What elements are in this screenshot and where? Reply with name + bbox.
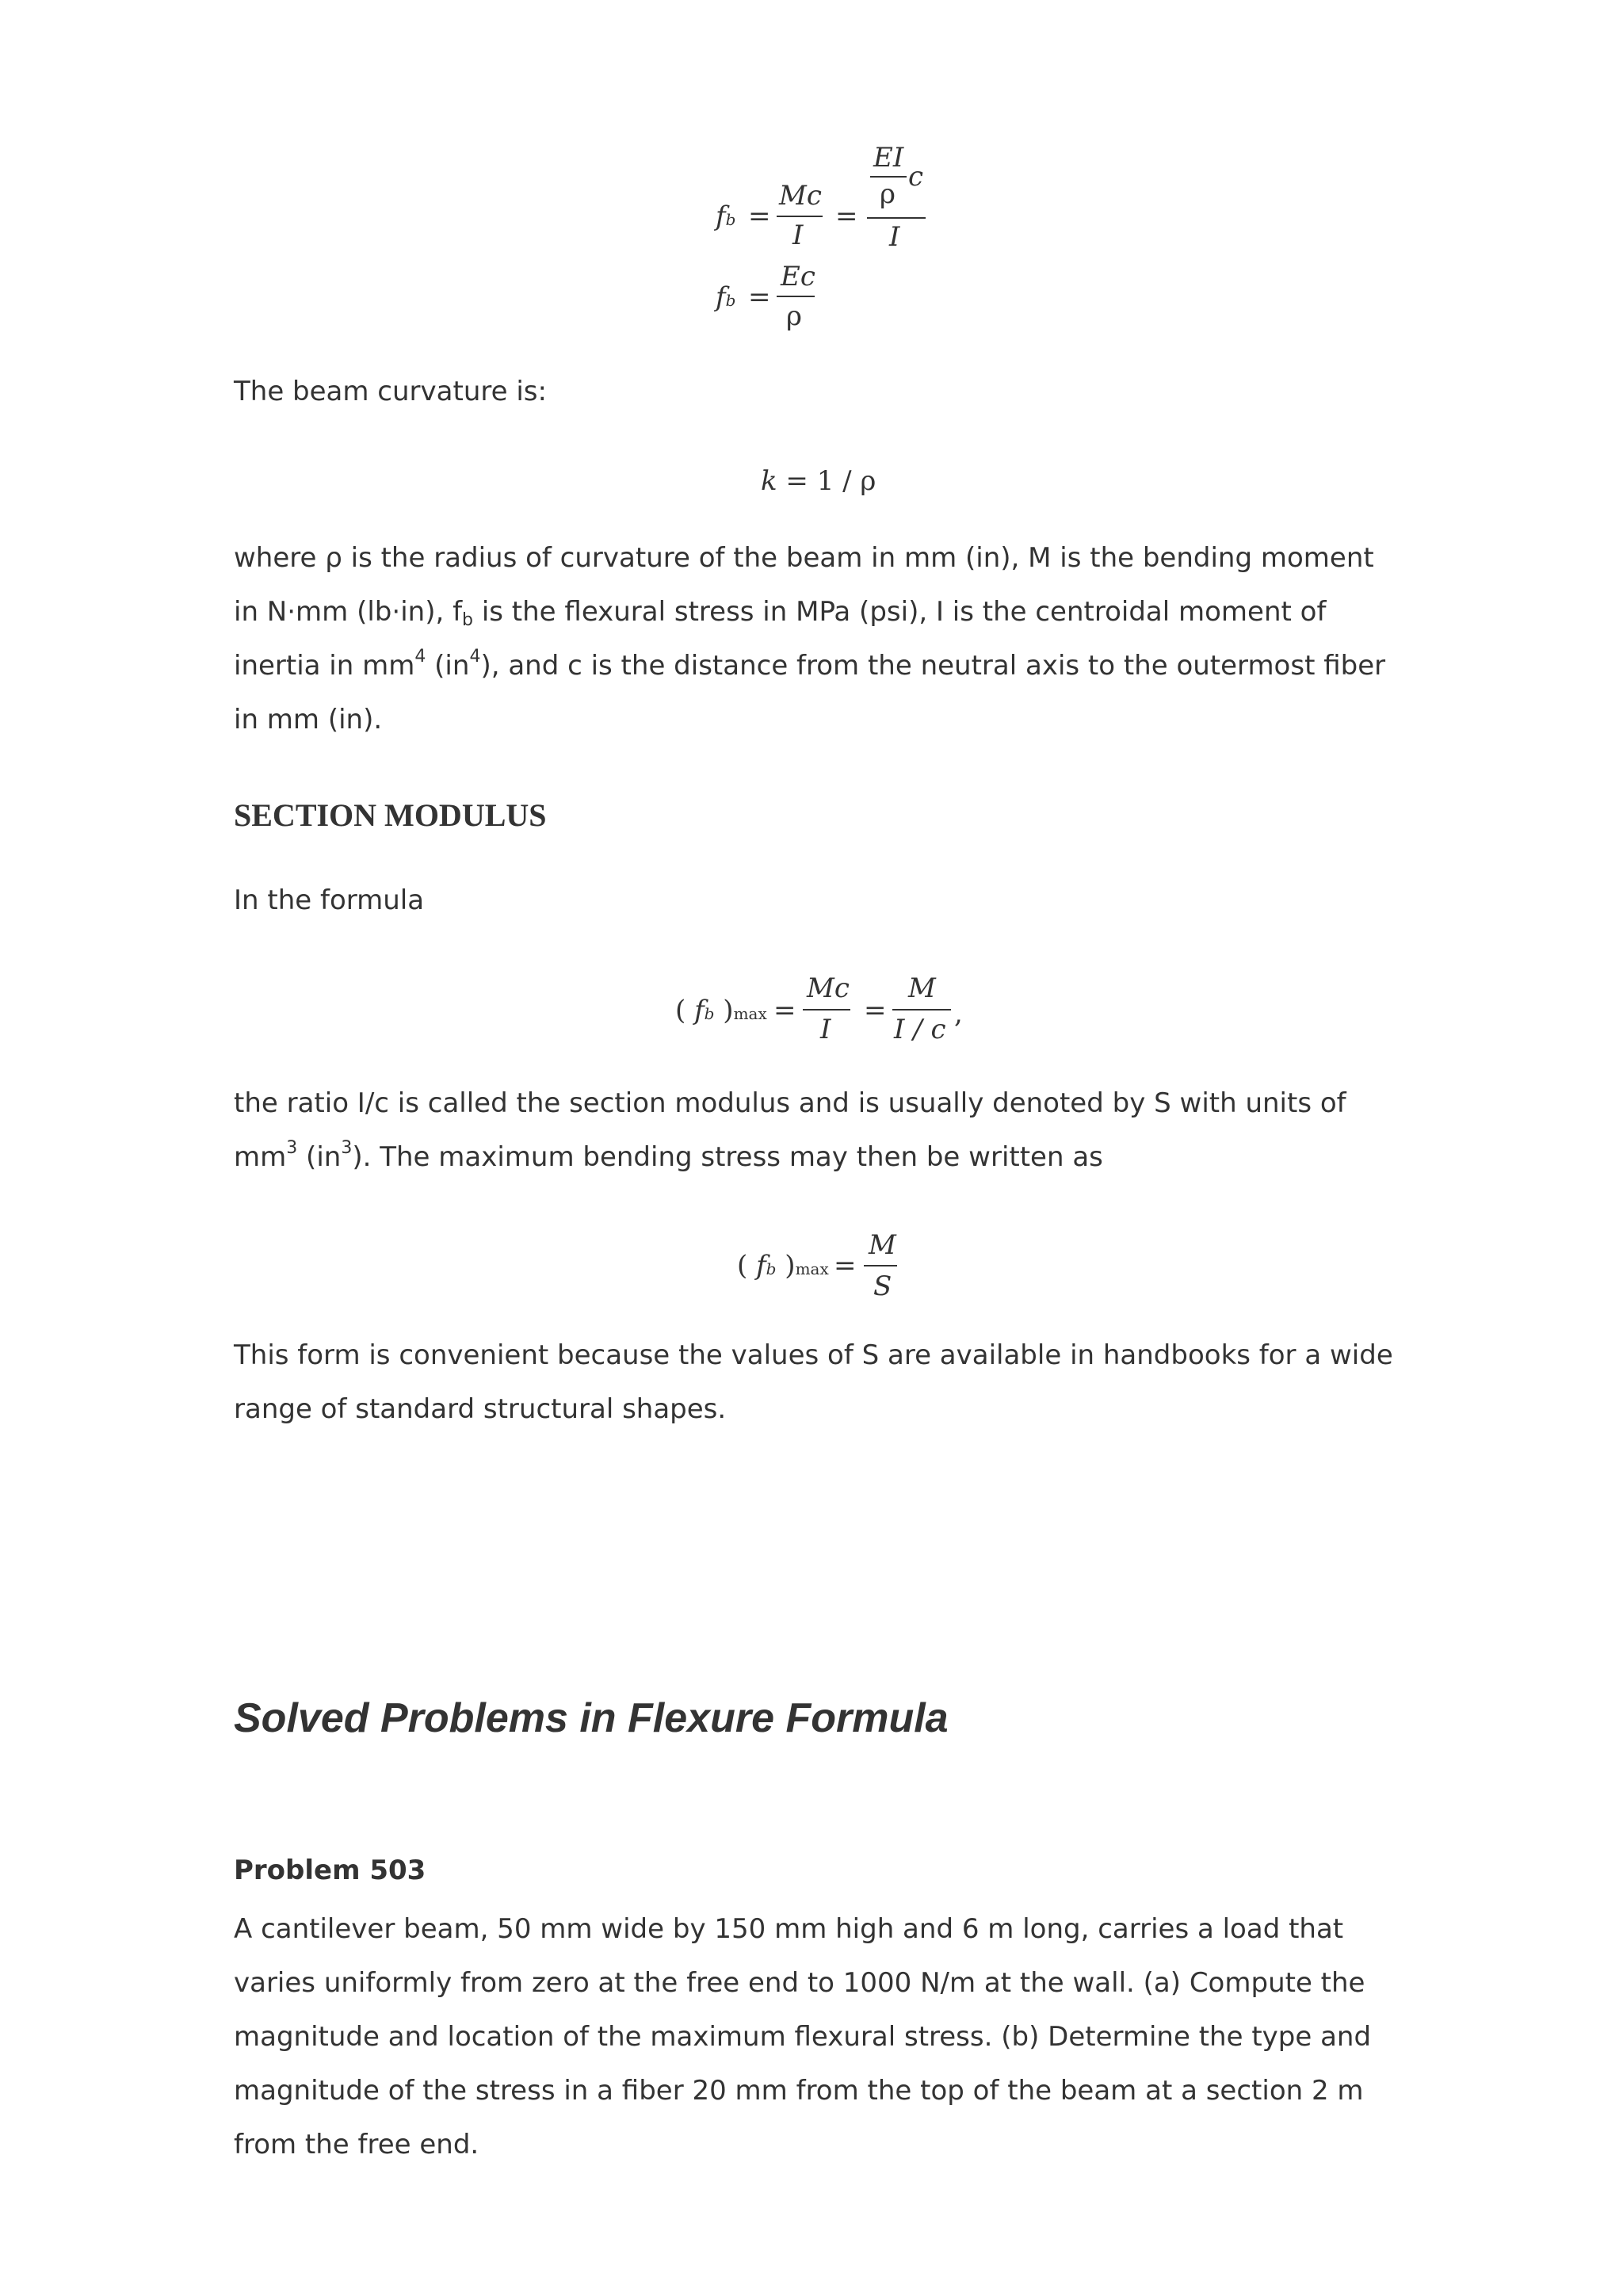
eq3-equals-2: = — [864, 995, 887, 1026]
eq2-fraction-bar — [777, 296, 815, 297]
eq3-fraction-bar-2 — [892, 1009, 951, 1010]
eq4-numerator: M — [869, 1229, 896, 1261]
eq3-fraction-bar-1 — [803, 1009, 850, 1010]
curvature-intro: The beam curvature is: — [234, 376, 547, 407]
eq4-equals: = — [834, 1250, 857, 1282]
eq4-denominator: S — [873, 1270, 892, 1302]
eq1-inner-c: c — [908, 161, 924, 193]
eq4-fraction-bar — [864, 1265, 897, 1266]
eq2-equals: = — [748, 281, 771, 313]
eq3-lhs: ( fb )max — [675, 995, 767, 1026]
eq1-fraction-bar — [777, 216, 823, 217]
eq3-denominator-1: I — [820, 1014, 831, 1045]
eq3-numerator-1: Mc — [807, 972, 850, 1004]
eq3-comma: , — [954, 998, 963, 1030]
ratio-paragraph: the ratio I/c is called the section modulus and is usually denoted by S with units of $mm^3$ $(in^3)$. The maximum bending stress may then be written as — [234, 1087, 1346, 1173]
section-heading: SECTION MODULUS — [234, 797, 547, 833]
eq2-denominator: ρ — [786, 300, 802, 332]
where-paragraph: where ρ is the radius of curvature of the beam in mm (in), M is the bending moment in N·mm (lb·in), $f_b$ is the flexural stress in MPa (psi), I is the centroidal moment of inertia in $mm^4$ $(in^4)$, and c is the distance from the neutral axis to the outermost fiber in mm (in). — [234, 542, 1386, 735]
eq3-numerator-2: M — [908, 972, 936, 1004]
problem-text: A cantilever beam, 50 mm wide by 150 mm high and 6 m long, carries a load that varies uniformly from zero at the free end to 1000 N/m at the wall. (a) Compute the magnitude and location of the maximum flexural stress. (b) Determine the type and magnitude of the stress in a fiber 20 mm from the top of the beam at a section 2 m from the free end. — [234, 1913, 1372, 2160]
eq1-inner-numerator: EI — [873, 142, 904, 174]
problem-title: Problem 503 — [234, 1855, 426, 1886]
eq3-denominator-2: I / c — [894, 1014, 946, 1045]
eq1-lhs: fb — [716, 201, 736, 232]
equation-curvature: k = 1 / ρ — [761, 465, 876, 497]
eq1-outer-denominator: I — [889, 221, 900, 253]
eq2-numerator: Ec — [781, 261, 815, 292]
convenient-paragraph: This form is convenient because the values of S are available in handbooks for a wide range of standard structural shapes. — [234, 1339, 1393, 1425]
solved-problems-heading: Solved Problems in Flexure Formula — [234, 1695, 949, 1741]
eq1-numerator: Mc — [779, 180, 822, 212]
eq1-outer-fraction-bar — [867, 217, 926, 219]
eq1-inner-fraction-bar — [870, 176, 907, 178]
eq1-equals-2: = — [835, 201, 858, 232]
eq1-inner-denominator: ρ — [880, 178, 896, 210]
formula-intro: In the formula — [234, 884, 425, 916]
eq4-lhs: ( fb )max — [737, 1250, 829, 1282]
eq2-lhs: fb — [716, 281, 736, 313]
eq1-equals: = — [748, 201, 771, 232]
eq3-equals: = — [773, 995, 796, 1026]
eq1-denominator: I — [792, 220, 804, 251]
